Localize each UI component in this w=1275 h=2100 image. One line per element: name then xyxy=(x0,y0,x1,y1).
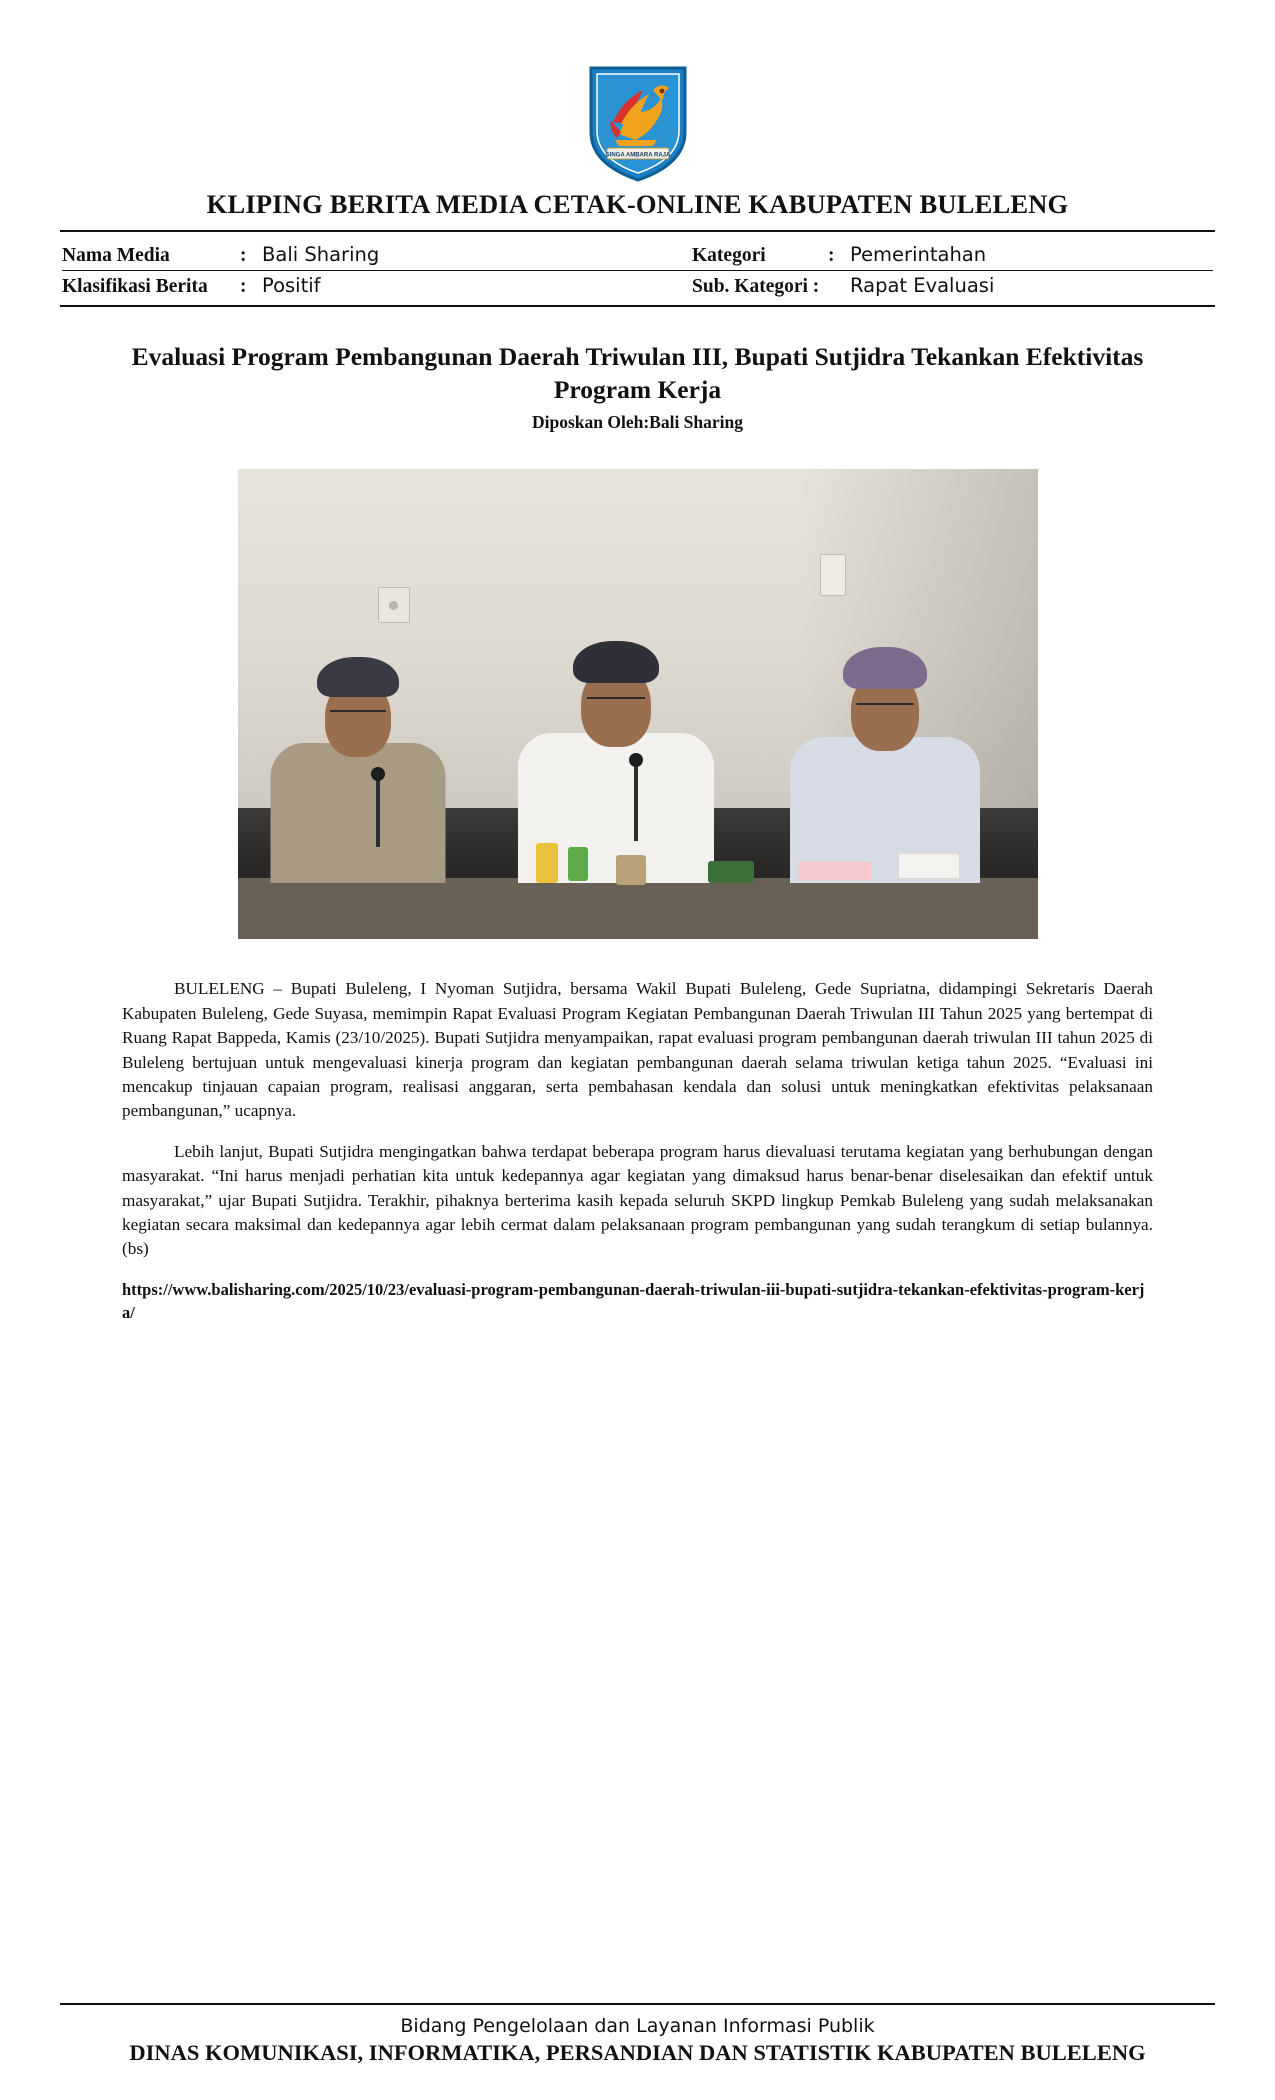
person-left-glasses-icon xyxy=(330,710,386,718)
footer-department-division: Bidang Pengelolaan dan Layanan Informasi Publik xyxy=(400,2015,875,2037)
person-right-udeng-hat xyxy=(843,647,927,689)
article-body xyxy=(122,977,1153,1262)
label-sub-kategori: Sub. Kategori : xyxy=(692,276,820,297)
photo-person-right xyxy=(778,621,993,883)
article-source-url[interactable]: https://www.balisharing.com/2025/10/23/evaluasi-program-pembangunan-daerah-triwulan-iii-bupati-sutjidra-tekankan-efektivitas-program-kerja/ xyxy=(122,1279,1145,1322)
person-center-glasses-icon xyxy=(587,697,645,705)
emblem-container xyxy=(60,40,1215,185)
value-sub-kategori: Rapat Evaluasi xyxy=(850,274,995,297)
article-byline: Diposkan Oleh:Bali Sharing xyxy=(531,412,744,433)
footer-department-name: DINAS KOMUNIKASI, INFORMATIKA, PERSANDIAN DAN STATISTIK KABUPATEN BULELENG xyxy=(129,2040,1146,2065)
article-title: Evaluasi Program Pembangunan Daerah Triwulan III, Bupati Sutjidra Tekankan Efektivitas Program Kerja xyxy=(131,342,1144,404)
person-center-udeng-hat xyxy=(573,641,659,683)
person-right-glasses-icon xyxy=(857,703,914,711)
article-paragraph: BULELENG – Bupati Buleleng, I Nyoman Sutjidra, bersama Wakil Bupati Buleleng, Gede Supriatna, didampingi Sekretaris Daerah Kabupaten Buleleng, Gede Suyasa, memimpin Rapat Evaluasi Program Kegiatan Pembangunan Daerah Triwulan III Tahun 2025 yang bertempat di Ruang Rapat Bappeda, Kamis (23/10/2025). Bupati Sutjidra menyampaikan, rapat evaluasi program pembangunan daerah triwulan III tahun 2025 di Buleleng bertujuan untuk mengevaluasi kinerja program dan kegiatan pembangunan daerah selama triwulan ketiga tahun 2025. “Evaluasi ini mencakup tinjauan capaian program, realisasi anggaran, serta pembahasan kendala dan solusi untuk meningkatkan efektivitas pelaksanaan pembangunan,” ucapnya. xyxy=(122,979,1153,1121)
photo-desk-device xyxy=(708,861,754,883)
document-footer xyxy=(60,2003,1215,2066)
person-left-shirt xyxy=(270,743,445,883)
photo-desk-bottle xyxy=(536,843,558,883)
photo-desk-paper xyxy=(798,861,872,881)
metadata-row xyxy=(62,240,1213,270)
photo-desk-cup xyxy=(616,855,646,885)
colon: : xyxy=(828,245,835,266)
value-klasifikasi-berita: Positif xyxy=(262,274,321,297)
person-left-udeng-hat xyxy=(317,657,399,697)
buleleng-regency-emblem-icon xyxy=(583,60,693,185)
label-kategori: Kategori xyxy=(692,245,766,266)
wall-socket-icon xyxy=(378,587,410,623)
svg-text:SINGA AMBARA RAJA: SINGA AMBARA RAJA xyxy=(605,152,670,159)
document-header-title: KLIPING BERITA MEDIA CETAK-ONLINE KABUPATEN BULELENG xyxy=(206,189,1069,219)
photo-person-left xyxy=(258,633,458,883)
photo-table-front-panel xyxy=(238,878,1038,939)
metadata-cell-category xyxy=(692,243,1213,267)
metadata-cell-media-name xyxy=(62,243,692,267)
person-left-microphone-icon xyxy=(376,777,380,847)
media-metadata-table xyxy=(60,232,1215,305)
colon: : xyxy=(240,245,247,266)
colon: : xyxy=(240,276,247,297)
metadata-row xyxy=(62,271,1213,301)
article-photo xyxy=(238,469,1038,939)
label-klasifikasi-berita: Klasifikasi Berita xyxy=(62,276,208,297)
value-kategori: Pemerintahan xyxy=(850,243,987,266)
photo-desk-bottle xyxy=(568,847,588,881)
header-divider-bottom xyxy=(60,305,1215,307)
wall-switch-icon xyxy=(820,554,846,596)
metadata-cell-classification xyxy=(62,274,692,298)
photo-person-center xyxy=(506,611,726,883)
photo-desk-paper xyxy=(898,853,960,879)
article-paragraph: Lebih lanjut, Bupati Sutjidra mengingatkan bahwa terdapat beberapa program harus dievaluasi terutama kegiatan yang berhubungan dengan masyarakat. “Ini harus menjadi perhatian kita untuk kedepannya agar kegiatan yang dimaksud harus benar-benar diselesaikan dan efektif untuk masyarakat,” ujar Bupati Sutjidra. Terakhir, pihaknya berterima kasih kepada seluruh SKPD lingkup Pemkab Buleleng yang sudah melaksanakan kegiatan secara maksimal dan kedepannya agar lebih cermat dalam pelaksanaan program pembangunan yang sudah terangkum di setiap bulannya. (bs) xyxy=(122,1141,1153,1259)
value-nama-media: Bali Sharing xyxy=(262,243,380,266)
article-photo-container xyxy=(60,469,1215,939)
person-center-microphone-icon xyxy=(634,763,638,841)
label-nama-media: Nama Media xyxy=(62,245,170,266)
metadata-cell-subcategory xyxy=(692,274,1213,298)
